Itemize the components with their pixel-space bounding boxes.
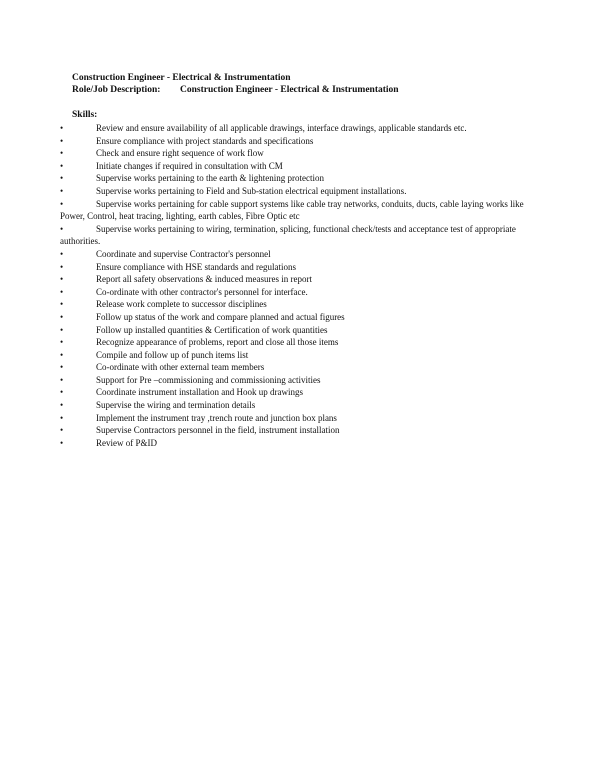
skill-item-text: Ensure compliance with project standards and specifications: [96, 135, 314, 146]
bullet-icon: •: [60, 135, 64, 146]
skill-item: [60, 361, 530, 374]
skill-item-text: Supervise works pertaining to the earth & lightening protection: [96, 173, 324, 184]
skill-item-text: Supervise Contractors personnel in the field, instrument installation: [96, 425, 340, 436]
bullet-icon: •: [60, 324, 64, 335]
skills-heading: Skills:: [72, 110, 98, 120]
skill-item: [60, 261, 530, 274]
skill-item-text: Support for Pre –commissioning and commissioning activities: [96, 374, 321, 385]
skill-item: [60, 298, 530, 311]
skill-item: [60, 135, 530, 148]
skill-item-text: Supervise the wiring and termination details: [96, 400, 256, 411]
bullet-icon: •: [60, 337, 64, 348]
skill-item-text: Check and ensure right sequence of work flow: [96, 148, 264, 159]
skill-item-text: Supervise works pertaining to wiring, termination, splicing, functional check/tests and acceptance test of appropriate authorities.: [60, 223, 516, 247]
skill-item: [60, 349, 530, 362]
role-label: Role/Job Description:: [72, 85, 161, 95]
skill-item-text: Review and ensure availability of all applicable drawings, interface drawings, applicable standards etc.: [96, 123, 467, 133]
skill-item: [60, 160, 530, 173]
skill-item-text: Co-ordinate with other external team members: [96, 362, 265, 373]
skill-item-text: Follow up installed quantities & Certification of work quantities: [96, 324, 328, 335]
bullet-icon: •: [60, 223, 64, 234]
skill-item-text: Release work complete to successor disciplines: [96, 299, 267, 310]
skill-item: [60, 424, 530, 437]
skill-item: [60, 185, 530, 198]
skill-item-text: Ensure compliance with HSE standards and regulations: [96, 261, 296, 272]
skill-item-text: Compile and follow up of punch items list: [96, 349, 249, 360]
skill-item-text: Supervise works pertaining to Field and Sub-station electrical equipment installations.: [96, 185, 407, 196]
bullet-icon: •: [60, 400, 64, 411]
skill-item: [60, 437, 530, 450]
skill-item-text: Implement the instrument tray ,trench route and junction box plans: [96, 412, 337, 423]
bullet-icon: •: [60, 412, 64, 423]
skill-item: [60, 386, 530, 399]
skill-item: [60, 198, 530, 223]
bullet-icon: •: [60, 123, 64, 133]
skill-item-text: Follow up status of the work and compare planned and actual figures: [96, 311, 345, 322]
skill-item: [60, 273, 530, 286]
bullet-icon: •: [60, 185, 64, 196]
job-header: [72, 72, 399, 96]
role-value: Construction Engineer - Electrical & Instrumentation: [180, 85, 399, 95]
bullet-icon: •: [60, 261, 64, 272]
skill-item-text: Report all safety observations & induced measures in report: [96, 274, 312, 285]
skill-item-text: Recognize appearance of problems, report and close all those items: [96, 337, 339, 348]
skill-item: [60, 147, 530, 160]
bullet-icon: •: [60, 160, 64, 171]
skill-item-text: Coordinate and supervise Contractor's personnel: [96, 248, 271, 259]
bullet-icon: •: [60, 198, 64, 209]
bullet-icon: •: [60, 173, 64, 184]
skill-item-text: Initiate changes if required in consultation with CM: [96, 160, 283, 171]
bullet-icon: •: [60, 148, 64, 159]
skill-item: [60, 286, 530, 299]
bullet-icon: •: [60, 374, 64, 385]
skill-item-text: Coordinate instrument installation and Hook up drawings: [96, 387, 303, 398]
job-title: Construction Engineer - Electrical & Instrumentation: [72, 73, 291, 83]
skill-item: [60, 324, 530, 337]
bullet-icon: •: [60, 299, 64, 310]
skill-item: [60, 399, 530, 412]
skill-item: [60, 248, 530, 261]
bullet-icon: •: [60, 425, 64, 436]
skill-item: [60, 412, 530, 425]
bullet-icon: •: [60, 387, 64, 398]
bullet-icon: •: [60, 349, 64, 360]
skill-item: [60, 223, 530, 248]
bullet-icon: •: [60, 311, 64, 322]
role-line: [72, 84, 399, 96]
skill-item: [60, 374, 530, 387]
skill-item: [60, 172, 530, 185]
skill-item: [60, 336, 530, 349]
bullet-icon: •: [60, 362, 64, 373]
skill-item: [60, 311, 530, 324]
skill-item: [60, 122, 530, 135]
bullet-icon: •: [60, 437, 64, 448]
bullet-icon: •: [60, 274, 64, 285]
bullet-icon: •: [60, 248, 64, 259]
skill-item-text: Review of P&ID: [96, 437, 157, 448]
skill-item-text: Co-ordinate with other contractor's personnel for interface.: [96, 286, 308, 297]
skills-list: [60, 122, 530, 449]
skill-item-text: Supervise works pertaining for cable support systems like cable tray networks, conduits, ducts, cable laying works like Power, Control, heat tracing, lighting, earth cables, Fibre Optic etc: [60, 198, 524, 222]
bullet-icon: •: [60, 286, 64, 297]
